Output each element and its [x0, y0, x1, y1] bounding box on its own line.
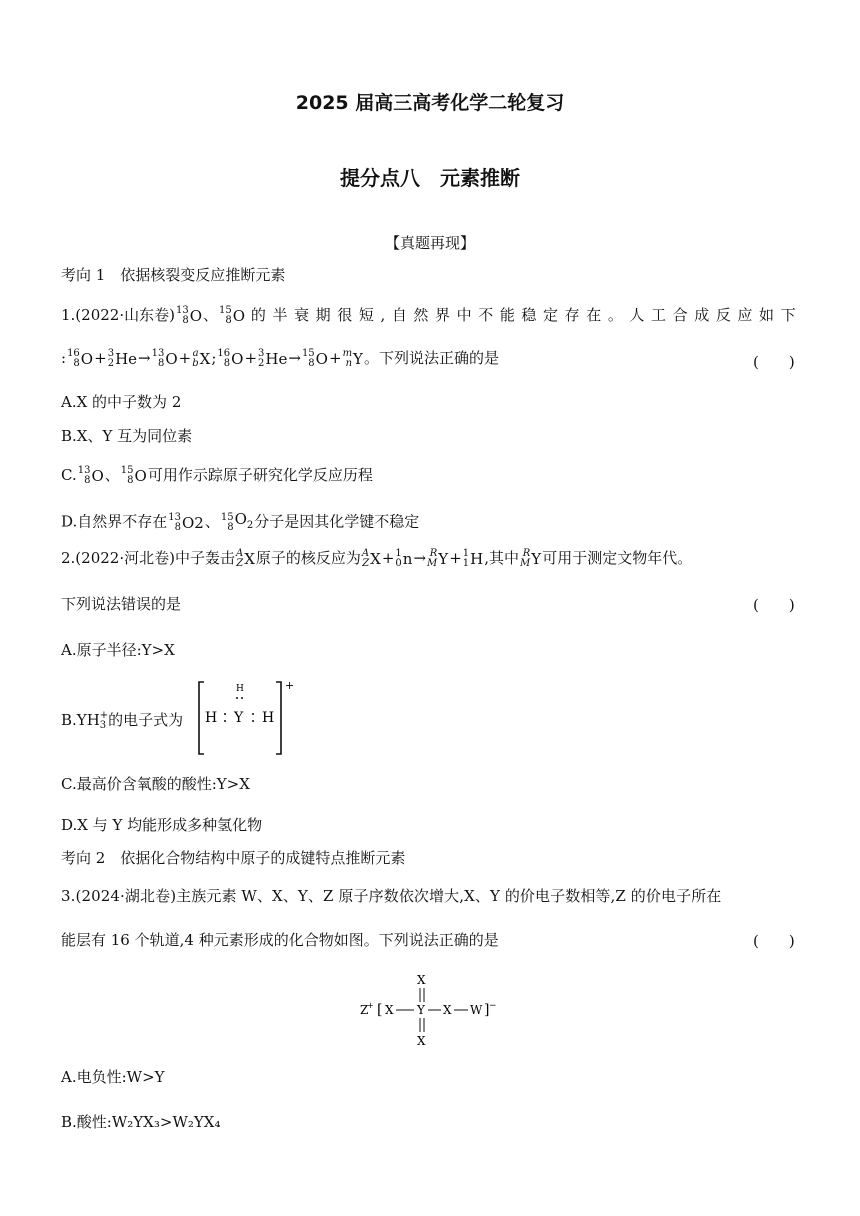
question-1-option-d: D.自然界不存在 13 8 O2 、 15 8 $O_2$ 分子是因其化学键不稳定: [61, 510, 420, 533]
structure-top-x: X: [417, 973, 426, 987]
svg-text:Y: Y: [234, 710, 244, 726]
question-2-answer-blank: ( ): [753, 596, 795, 614]
question-1-prompt: 。下列说法正确的是: [363, 349, 499, 367]
question-3-prompt: 能层有 16 个轨道,4 种元素形成的化合物如图。下列说法正确的是: [61, 931, 499, 949]
question-3-answer-blank: ( ): [753, 932, 795, 950]
nuclide-o15: 15 8 O: [219, 305, 246, 326]
question-1-option-c: C. 13 8 O 、 15 8 O 可用作示踪原子研究化学反应历程: [61, 465, 373, 486]
question-1-option-a: A.X 的中子数为 2: [61, 393, 182, 411]
compound-structure-diagram: [355, 968, 505, 1050]
section-label: 【真题再现】: [384, 234, 475, 252]
structure-center-y: Y: [417, 1003, 425, 1017]
svg-text:+: +: [367, 1001, 374, 1010]
svg-text:+: +: [285, 679, 295, 692]
nuclide-o13: 13 8 O: [175, 305, 203, 326]
question-2-prompt: 下列说法错误的是: [61, 595, 182, 613]
topic-2-heading: 考向 2 依据化合物结构中原子的成键特点推断元素: [61, 849, 406, 867]
question-1-option-b: B.X、Y 互为同位素: [61, 427, 193, 445]
question-2-option-a: A.原子半径:Y>X: [61, 641, 175, 659]
svg-text:H: H: [236, 684, 244, 694]
question-1-answer-blank: ( ): [753, 353, 795, 371]
electron-formula-diagram: [196, 676, 296, 758]
svg-text:[: [: [377, 1002, 383, 1018]
structure-w: W: [470, 1003, 483, 1017]
question-1-stem: 1.(2022·山东卷) 13 8 O 、 15 8 O 的半衰期很短,自然界中不能稳定存在。人工合成反应如下: [61, 305, 803, 326]
question-1-stem-text: 的半衰期很短,自然界中不能稳定存在。人工合成反应如下: [250, 306, 803, 324]
structure-cation: Z: [360, 1003, 369, 1017]
svg-text:−: −: [489, 1001, 497, 1011]
question-2-option-b: B.YH + 3 的电子式为: [61, 710, 184, 731]
structure-right-x: X: [443, 1003, 452, 1017]
svg-text:H: H: [262, 710, 275, 726]
structure-bottom-x: X: [417, 1034, 426, 1048]
question-3-option-a: A.电负性:W>Y: [61, 1068, 165, 1086]
document-title: 2025 届高三高考化学二轮复习: [295, 92, 565, 114]
section-title: 提分点八 元素推断: [340, 166, 520, 190]
question-1-reaction: : 16 8 O + 3 2 He → 13 8 O + a b X ; 16 8 O + 3 2 He → 15 8 O + m n Y 。下列说法正确的是: [61, 348, 499, 369]
question-2-stem: 2.(2022·河北卷)中子轰击 A Z X 原子的核反应为 A Z X + 1 0 n → R M Y + 1 1 H ,其中 R M Y 可用于测定文物年代。: [61, 548, 693, 569]
structure-left-x: X: [385, 1003, 394, 1017]
question-2-option-c: C.最高价含氧酸的酸性:Y>X: [61, 775, 250, 793]
question-3-option-b: B.酸性:W₂YX₃>W₂YX₄: [61, 1113, 221, 1131]
question-2-option-d: D.X 与 Y 均能形成多种氢化物: [61, 816, 263, 834]
question-1-source: 1.(2022·山东卷): [61, 306, 175, 324]
svg-text:]: ]: [484, 1002, 490, 1018]
topic-1-heading: 考向 1 依据核裂变反应推断元素: [61, 266, 286, 284]
question-3-stem: 3.(2024·湖北卷)主族元素 W、X、Y、Z 原子序数依次增大,X、Y 的价电子数相等,Z 的价电子所在: [61, 887, 722, 905]
svg-text:H: H: [205, 710, 218, 726]
